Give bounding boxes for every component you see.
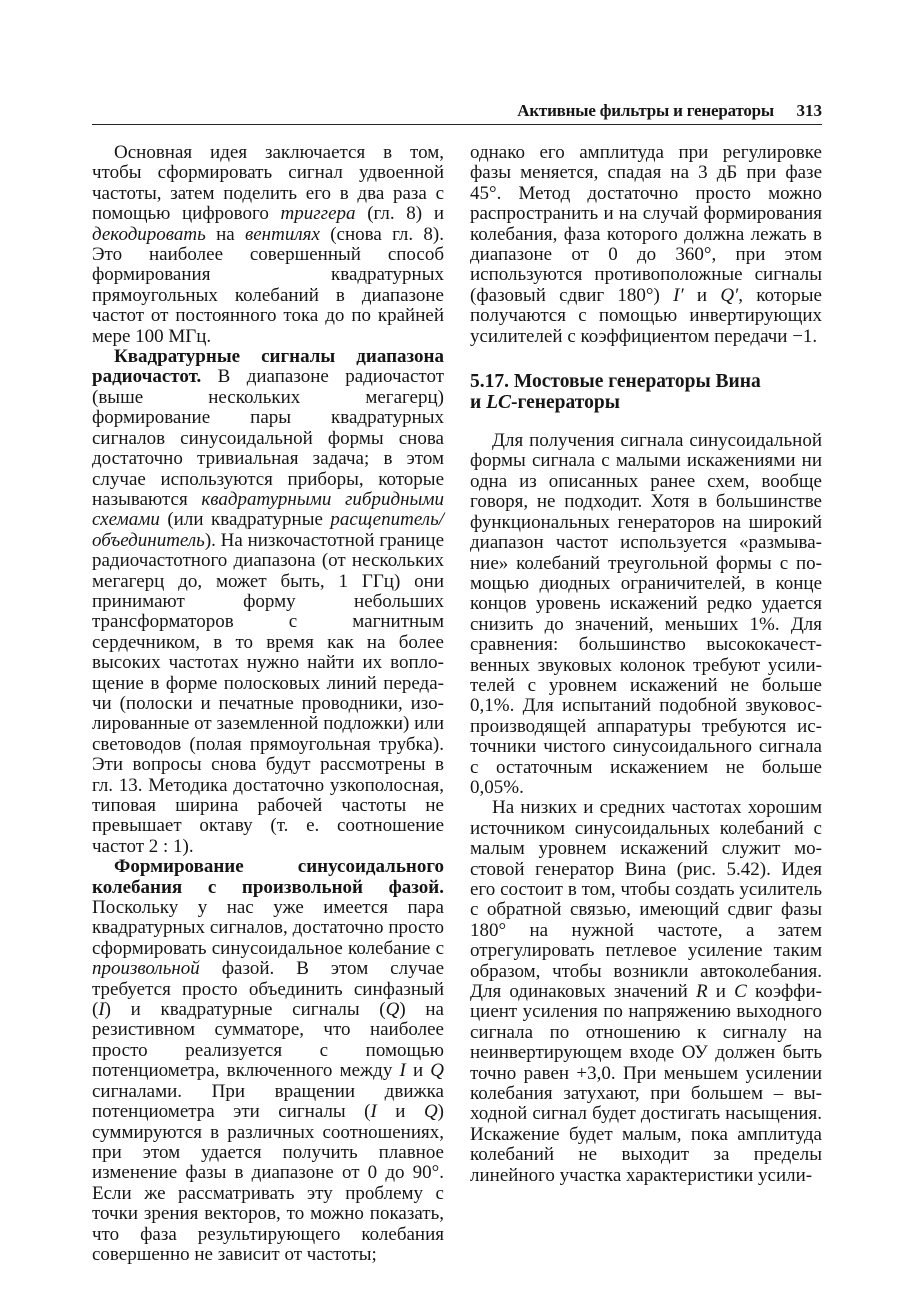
run-in-heading: Формирование синусоидального колебания с произвольной фазой. bbox=[92, 856, 444, 898]
section-heading: 5.17. Мостовые генераторы Вина и LC-генераторы bbox=[470, 371, 761, 414]
running-header-title: Активные фильтры и генераторы bbox=[517, 101, 774, 120]
left-column bbox=[92, 143, 444, 1265]
paragraph: На низких и средних частотах хорошим источником синусоидальных колебаний с малым уровнем искажений служит мостовой генератор Вина (рис. 5.42). Идея его состоит в том, чтобы создать усилитель с обратной связью, имеющий сдвиг фазы 180° на нужной частоте, а затем отрегулировать петлевое усиление таким образом, чтобы возникли автоколебания. Для одинаковых значений R и C коэффициент усиления по напряжению выходного сигнала по отношению к сигналу на неинвертирующем входе ОУ должен быть точно равен +3,0. При меньшем усилении колебания затухают, при большем – выходной сигнал будет достигать насыщения. Искажение будет малым, пока амплитуда колебаний не выходит за пределы линейного участка характеристики усили- bbox=[470, 797, 822, 1186]
paragraph: Формирование синусоидального колебания с произвольной фазой. Поскольку у нас уже имеется пара квадратурных сигналов, достаточно просто сформировать синусоидальное колебание с произвольной фазой. В этом случае требуется просто объединить синфазный (I) и квадратурные сигналы (Q) на резистивном сумматоре, что наиболее просто реализуется с помощью потенциометра, включенного между I и Q сигналами. При вращении движка потенциометра эти сигналы (I и Q) суммируются в различных соотношениях, при этом удается получить плавное изменение фазы в диапазоне от 0 до 90°. Если же рассматривать эту проблему с точки зрения векторов, то можно показать, что фаза результирующего колебания совершенно не зависит от частоты; bbox=[92, 856, 444, 1265]
run-in-heading: Квадратурные сигналы диапазона радиочастот. bbox=[92, 346, 444, 388]
paragraph: Для получения сигнала синусоидальной формы сигнала с малыми искажениями ни одна из описанных ранее схем, вообще говоря, не подходит. Хотя в большинстве функциональных генераторов на широкий диапазон частот используется «размывание» колебаний треугольной формы с помощью диодных ограничителей, в конце концов уровень искажений редко удается снизить до значений, меньших 1%. Для сравнения: большинство высококачественных звуковых колонок требуют усилителей с уровнем искажений не больше 0,1%. Для испытаний подобной звуковоспроизводящей аппаратуры требуются источники чистого синусоидального сигнала с остаточным искажением не больше 0,05%. bbox=[470, 430, 822, 798]
paragraph: Квадратурные сигналы диапазона радиочастот. В диапазоне радиочастот (выше нескольких мегагерц) формирование пары квадратурных сигналов синусоидальной формы снова достаточно тривиальная задача; в этом случае используются приборы, которые называются квадратурными гибридными схемами (или квадратурные расщепитель/объединитель). На низкочастотной границе радиочастотного диапазона (от нескольких мегагерц до, может быть, 1 ГГц) они принимают форму небольших трансформаторов с магнитным сердечником, в то время как на более высоких частотах нужно найти их воплощение в форме полосковых линий передачи (полоски и печатные проводники, изолированные от заземленной подложки) или световодов (полая прямоугольная трубка). Эти вопросы снова будут рассмотрены в гл. 13. Методика достаточно узкополосная, типовая ширина рабочей частоты не превышает октаву (т. е. соотношение частот 2 : 1). bbox=[92, 346, 444, 857]
running-header bbox=[92, 100, 822, 125]
paragraph: однако его амплитуда при регулировке фазы меняется, спадая на 3 дБ при фазе 45°. Метод достаточно просто можно распространить и на случай формирования колебания, фаза которого должна лежать в диапазоне от 0 до 360°, при этом используются противоположные сигналы (фазовый сдвиг 180°) I′ и Q′, которые получаются с помощью инвертирующих усилителей с коэффициентом передачи −1. bbox=[470, 142, 822, 347]
page-number: 313 bbox=[796, 101, 822, 120]
paragraph: Основная идея заключается в том, чтобы сформировать сигнал удвоенной частоты, затем поделить его в два раза с помощью цифрового триггера (гл. 8) и декодировать на вентилях (снова гл. 8). Это наиболее совершенный способ формирования квадратурных прямоугольных колебаний в диапазоне частот от постоянного тока до по крайней мере 100 МГц. bbox=[92, 142, 444, 347]
right-column bbox=[470, 143, 822, 1186]
